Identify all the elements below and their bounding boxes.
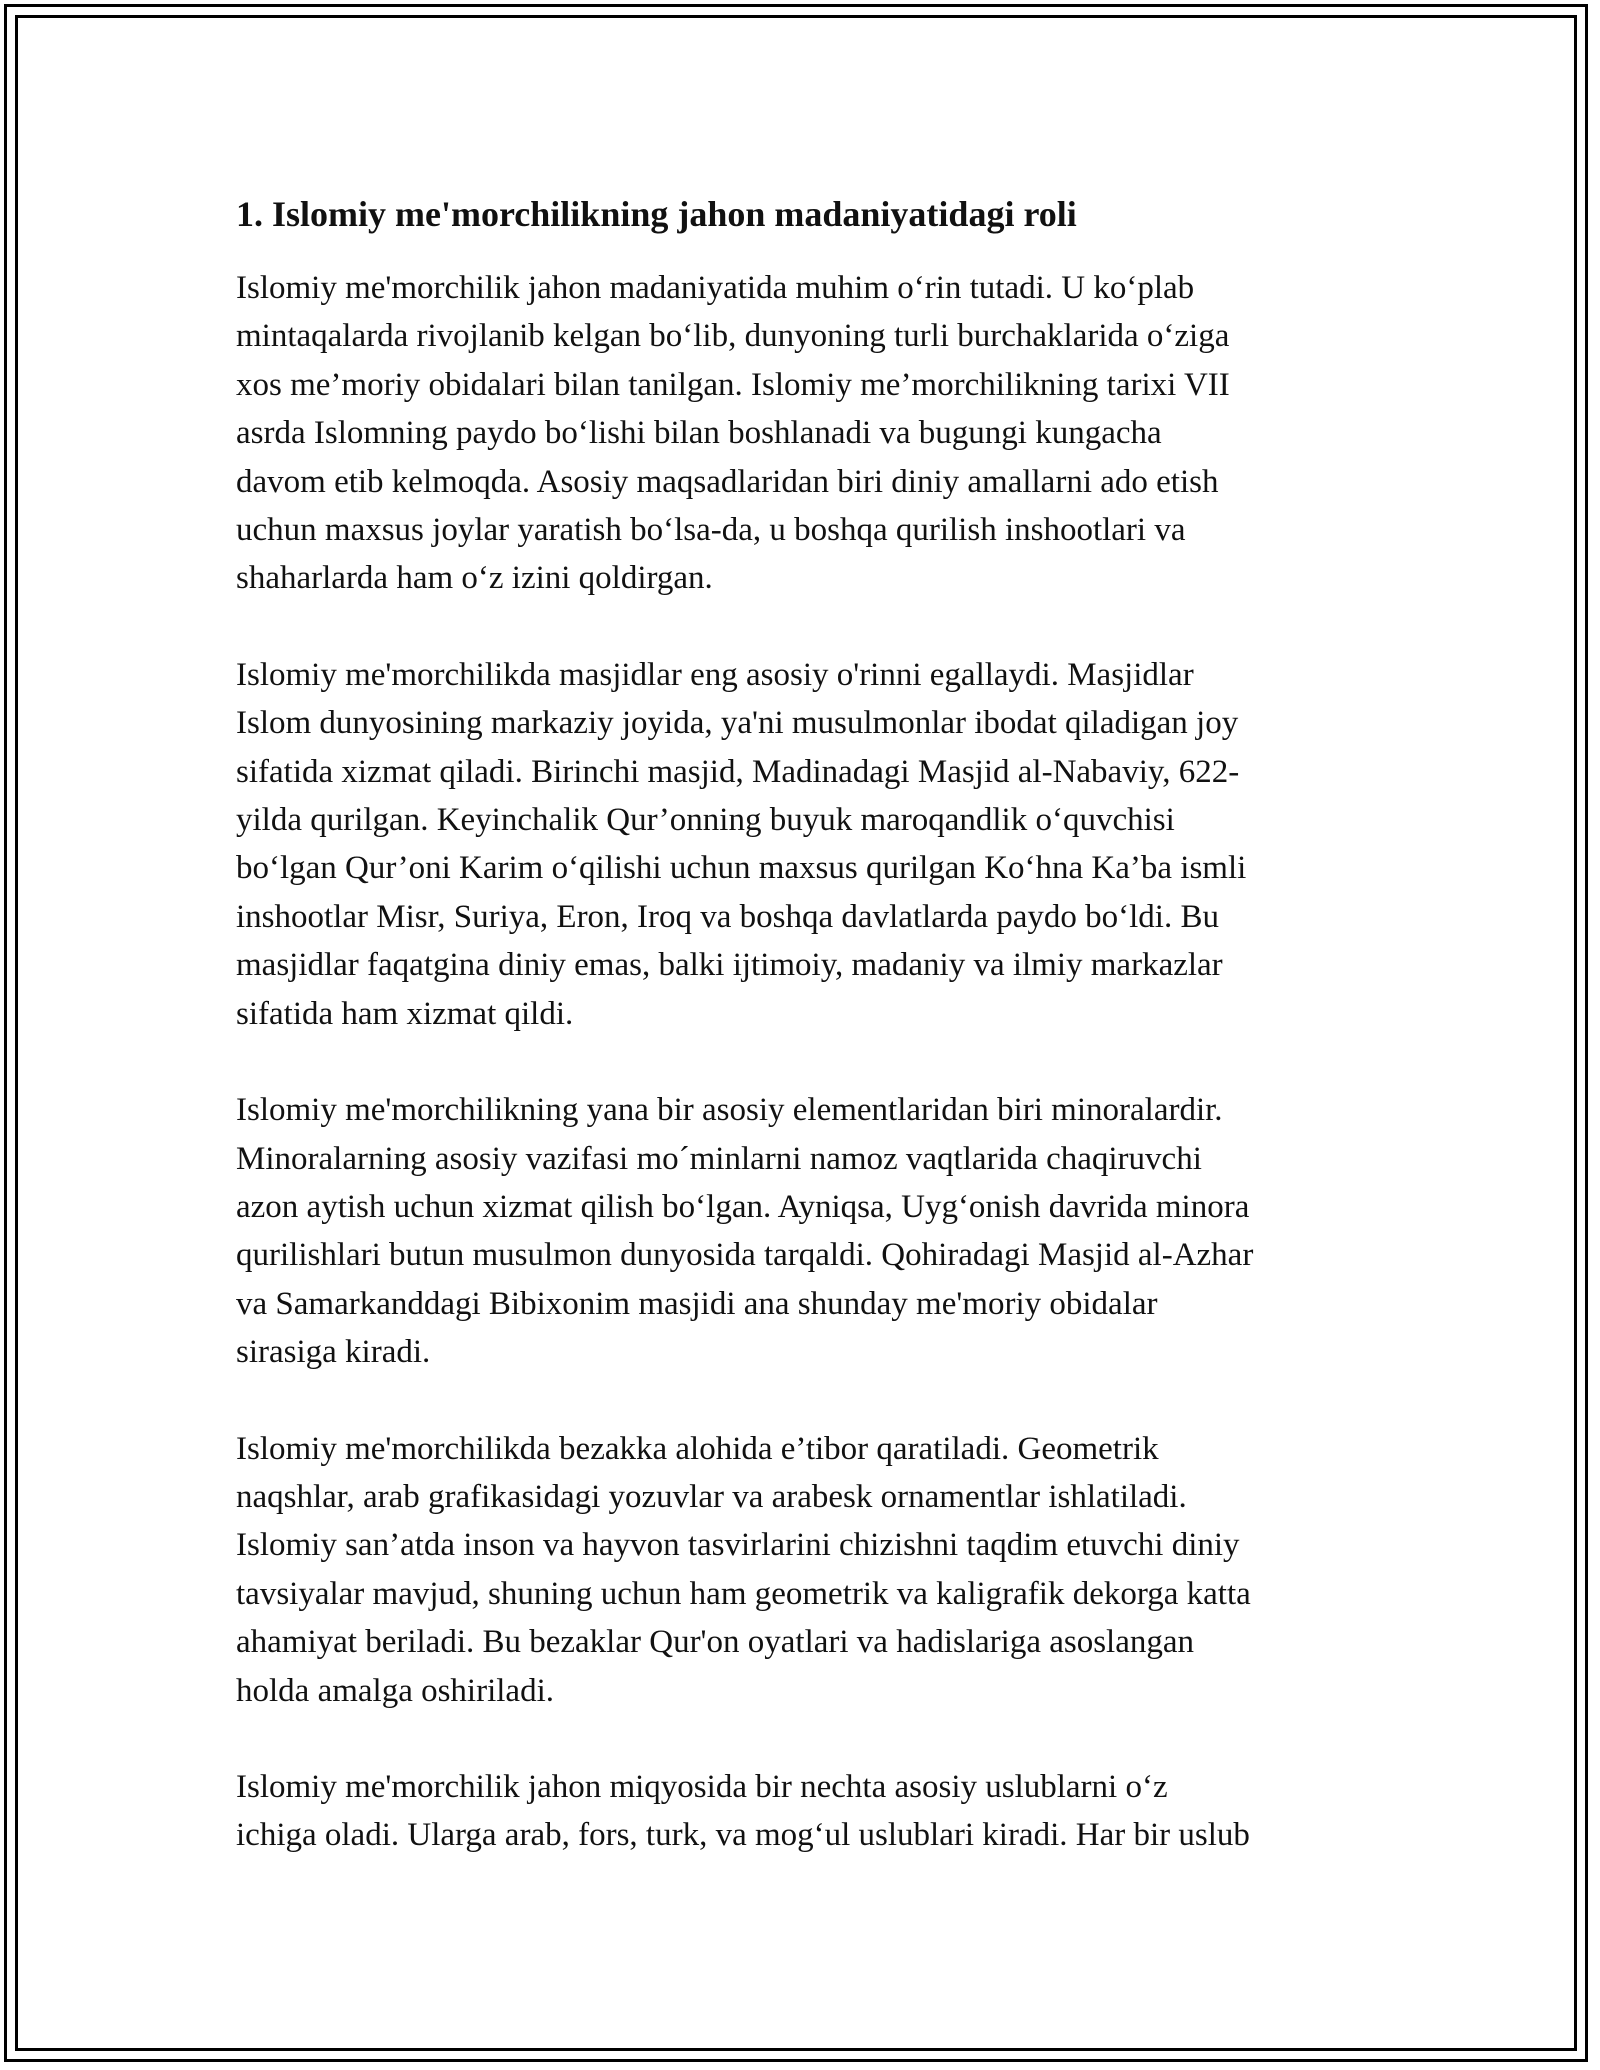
paragraph-minarets: Islomiy me'morchilikning yana bir asosiy elementlaridan biri minoralardir. Minoralarning asosiy vazifasi mo´minlarni namoz vaqtlarida chaqiruvchi azon aytish uchun xizmat qilish bo‘lgan. Ayniqsa, Uyg‘onish davrida minora qurilishlari butun musulmon dunyosida tarqaldi. Qohiradagi Masjid al-Azhar va Samarkanddagi Bibixonim masjidi ana shunday me'moriy obidalar sirasiga kiradi. [236, 1092, 1254, 1371]
paragraph-ornament: Islomiy me'morchilikda bezakka alohida e’tibor qaratiladi. Geometrik naqshlar, arab grafikasidagi yozuvlar va arabesk ornamentlar ishlatiladi. Islomiy san’atda inson va hayvon tasvirlarini chizishni taqdim etuvchi diniy tavsiyalar mavjud, shuning uchun ham geometrik va kaligrafik dekorga katta ahamiyat beriladi. Bu bezaklar Qur'on oyatlari va hadislariga asoslangan holda amalga oshiriladi. [236, 1430, 1251, 1709]
document-body [236, 190, 1396, 1908]
paragraph-mosques: Islomiy me'morchilikda masjidlar eng asosiy o'rinni egallaydi. Masjidlar Islom dunyosining markaziy joyida, ya'ni musulmonlar ibodat qiladigan joy sifatida xizmat qiladi. Birinchi masjid, Madinadagi Masjid al-Nabaviy, 622- yilda qurilgan. Keyinchalik Qur’onning buyuk maroqandlik o‘quvchisi bo‘lgan Qur’oni Karim o‘qilishi uchun maxsus qurilgan Ko‘hna Ka’ba ismli inshootlar Misr, Suriya, Eron, Iroq va boshqa davlatlarda paydo bo‘ldi. Bu masjidlar faqatgina diniy emas, balki ijtimoiy, madaniy va ilmiy markazlar sifatida ham xizmat qildi. [236, 656, 1247, 1032]
paragraph-intro: Islomiy me'morchilik jahon madaniyatida muhim o‘rin tutadi. U ko‘plab mintaqalarda rivojlanib kelgan bo‘lib, dunyoning turli burchaklarida o‘ziga xos me’moriy obidalari bilan tanilgan. Islomiy me’morchilikning tarixi VII asrda Islomning paydo bo‘lishi bilan boshlanadi va bugungi kungacha davom etib kelmoqda. Asosiy maqsadlaridan biri diniy amallarni ado etish uchun maxsus joylar yaratish bo‘lsa-da, u boshqa qurilish inshootlari va shaharlarda ham o‘z izini qoldirgan. [236, 270, 1230, 597]
paragraph-styles: Islomiy me'morchilik jahon miqyosida bir nechta asosiy uslublarni o‘z ichiga oladi. Ularga arab, fors, turk, va mog‘ul uslublari kiradi. Har bir uslub [236, 1768, 1250, 1854]
section-heading: 1. Islomiy me'morchilikning jahon madaniyatidagi roli [236, 194, 1077, 234]
